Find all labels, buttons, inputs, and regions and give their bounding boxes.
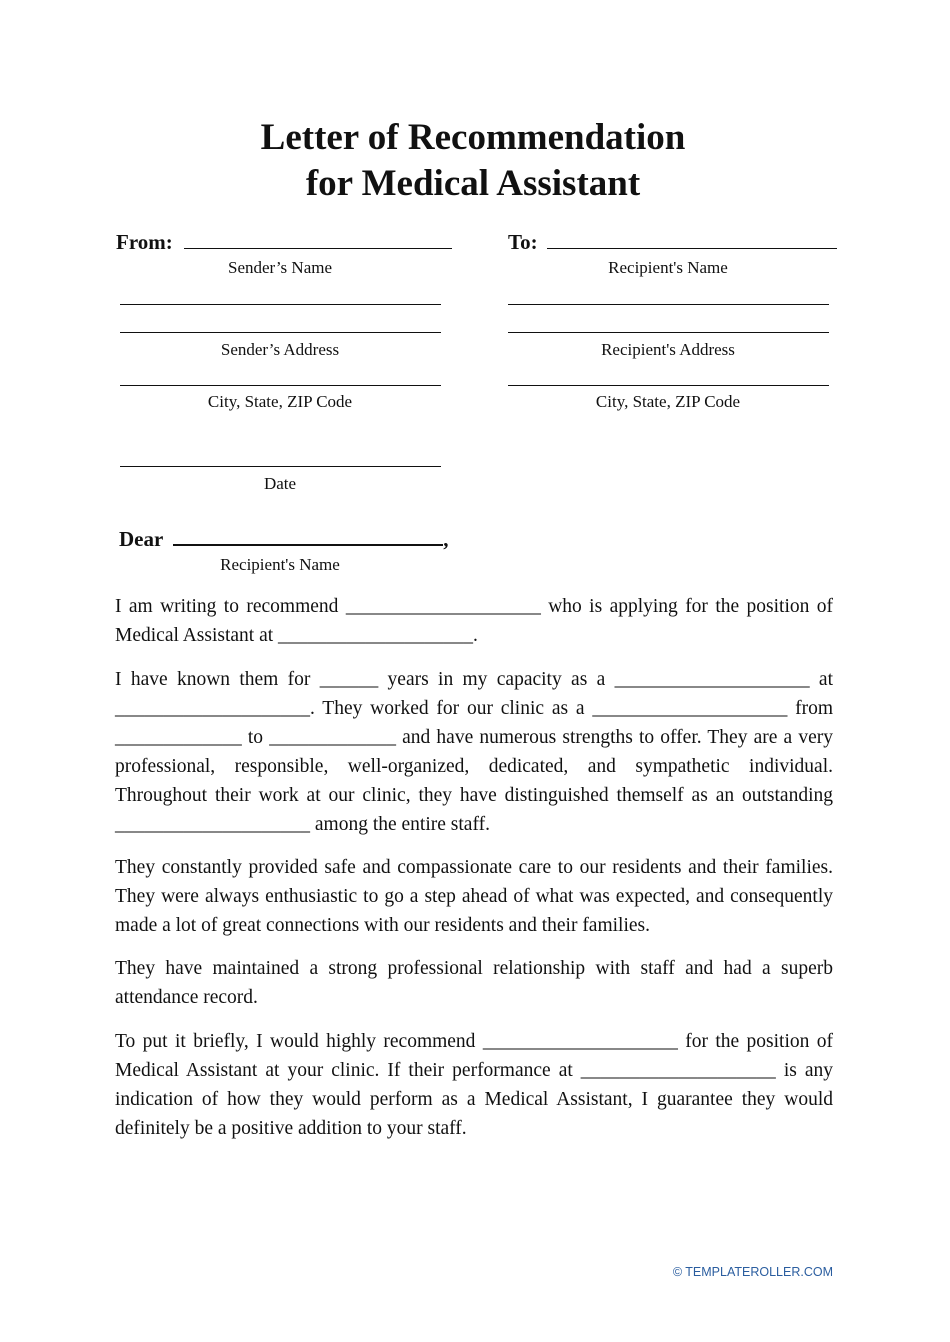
paragraph-relationship: They have maintained a strong professional relationship with staff and had a superb attendance record.	[115, 958, 833, 1008]
title-line-2: for Medical Assistant	[305, 163, 641, 204]
p2-text-2: years in my capacity as a	[378, 669, 615, 690]
sender-address-caption: Sender’s Address	[220, 340, 340, 359]
salutation-row	[119, 526, 448, 552]
sender-address-line-2[interactable]	[120, 332, 441, 333]
start-date-blank[interactable]: _____________	[115, 727, 242, 748]
p5-text-3: is any indication of how they would perform as a Medical Assistant, I guarantee they would definitely be a positive addition to your staff.	[115, 1060, 833, 1139]
p5-text-2: for the position of Medical Assistant at your clinic. If their performance at	[115, 1031, 833, 1081]
to-row	[508, 230, 837, 255]
sender-address-line-1[interactable]	[120, 304, 441, 305]
role-blank[interactable]: ____________________	[592, 698, 788, 719]
sender-name-caption: Sender’s Name	[227, 258, 333, 277]
paragraph-intro	[115, 592, 833, 650]
sender-city-caption: City, State, ZIP Code	[207, 392, 353, 411]
to-label: To:	[508, 230, 538, 254]
recipient-address-line-2[interactable]	[508, 332, 829, 333]
sender-city-line[interactable]	[120, 385, 441, 386]
recipient-city-caption: City, State, ZIP Code	[595, 392, 741, 411]
from-label: From:	[116, 230, 173, 254]
distinction-blank[interactable]: ____________________	[115, 814, 310, 835]
workplace-blank[interactable]: ____________________	[115, 698, 310, 719]
p1-text-1: I am writing to recommend	[115, 596, 346, 617]
p1-text-3: .	[473, 625, 478, 646]
end-date-blank[interactable]: _____________	[269, 727, 396, 748]
date-line[interactable]	[120, 466, 441, 467]
p2-text-3: at	[809, 669, 833, 690]
p2-text-6: to	[241, 727, 270, 748]
recipient-address-line-1[interactable]	[508, 304, 829, 305]
years-blank[interactable]: ______	[319, 669, 379, 690]
candidate-name-blank[interactable]: ____________________	[345, 596, 541, 617]
sender-name-field[interactable]	[184, 230, 452, 249]
footer-watermark: © TEMPLATEROLLER.COM	[672, 1265, 833, 1279]
paragraph-experience	[115, 665, 833, 839]
recipient-name-caption: Recipient's Name	[608, 258, 728, 277]
p2-text-7: and have numerous strengths to offer. They are a very professional, responsible, well-organized, dedicated, and sympathetic individual. Throughout their work at our clinic, they have distinguished themself as an outstanding	[115, 727, 834, 806]
p2-text-5: from	[787, 698, 834, 719]
recipient-name-field[interactable]	[547, 230, 837, 249]
from-row	[116, 230, 452, 255]
capacity-blank[interactable]: ____________________	[614, 669, 810, 690]
p2-text-1: I have known them for	[115, 669, 320, 690]
clinic-name-blank[interactable]: ____________________	[278, 625, 474, 646]
title-line-1: Letter of Recommendation	[260, 117, 686, 158]
document-title	[0, 115, 946, 207]
salutation-caption: Recipient's Name	[220, 555, 340, 574]
p5-text-1: To put it briefly, I would highly recommend	[115, 1031, 483, 1052]
performance-place-blank[interactable]: ____________________	[580, 1060, 776, 1081]
dear-label: Dear	[119, 527, 163, 551]
recipient-city-line[interactable]	[508, 385, 829, 386]
salutation-name-field[interactable]	[173, 526, 443, 546]
p1-text-2: who is applying for the position of Medical Assistant at	[115, 596, 834, 646]
recommended-name-blank[interactable]: ____________________	[482, 1031, 678, 1052]
salutation-comma: ,	[443, 527, 449, 551]
p2-text-8: among the entire staff.	[310, 814, 490, 835]
paragraph-care: They constantly provided safe and compassionate care to our residents and their families. They were always enthusiastic to go a step ahead of what was expected, and consequently made a lot of great connections with our residents and their families.	[115, 857, 833, 936]
recipient-address-caption: Recipient's Address	[601, 340, 735, 359]
date-caption: Date	[263, 474, 297, 493]
p2-text-4: . They worked for our clinic as a	[310, 698, 593, 719]
paragraph-conclusion	[115, 1027, 833, 1143]
